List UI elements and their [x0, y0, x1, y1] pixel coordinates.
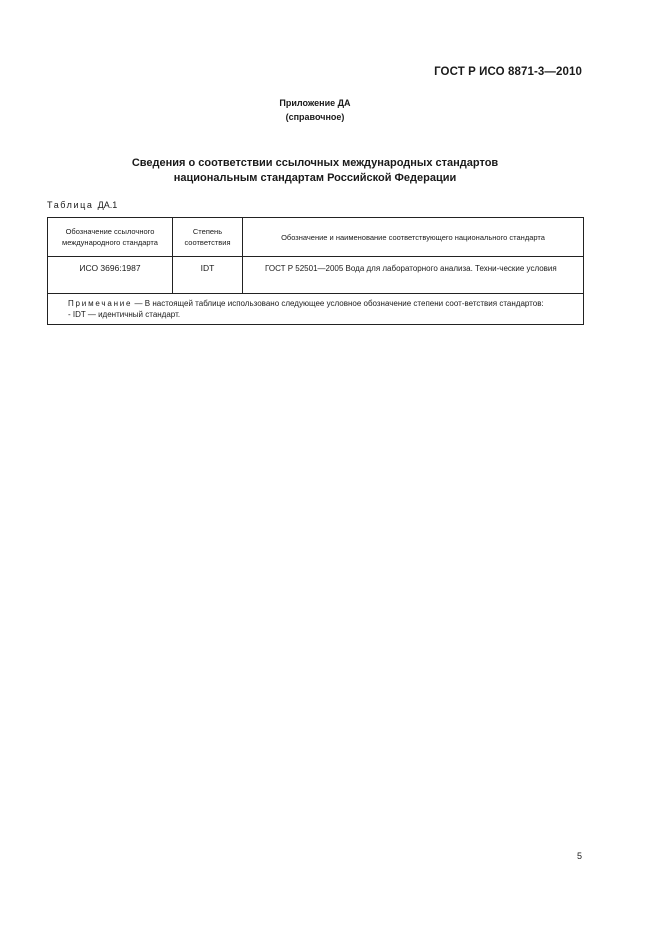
cell-degree: IDT — [173, 257, 243, 294]
note-text-block — [54, 298, 577, 309]
header-intl-standard: Обозначение ссылочного международного стандарта — [48, 218, 173, 257]
cell-national-standard — [243, 257, 584, 294]
appendix-title: Приложение ДА — [279, 98, 351, 108]
table-header-row — [48, 218, 584, 257]
cell-intl-standard: ИСО 3696:1987 — [48, 257, 173, 294]
table-caption — [47, 200, 117, 210]
table-note — [48, 294, 584, 325]
section-heading-line1: Сведения о соответствии ссылочных международных стандартов — [131, 157, 499, 169]
appendix-type: (справочное) — [285, 112, 345, 122]
section-heading-line2: национальным стандартам Российской Федерации — [173, 172, 457, 184]
table-note-row — [48, 294, 584, 325]
note-prefix: Примечание — [68, 299, 133, 308]
header-national-standard: Обозначение и наименование соответствующего национального стандарта — [243, 218, 584, 257]
table-row — [48, 257, 584, 294]
document-code: ГОСТ Р ИСО 8871-3—2010 — [434, 66, 582, 78]
table-caption-prefix: Таблица — [47, 200, 94, 210]
correspondence-table — [47, 217, 584, 325]
page-number: 5 — [576, 851, 582, 861]
header-degree: Степень соответствия — [173, 218, 243, 257]
table-caption-number: ДА.1 — [97, 200, 118, 210]
note-text: — В настоящей таблице использовано следующее условное обозначение степени соот-ветствия стандартов: — [134, 299, 544, 308]
cell-national-standard-text: ГОСТ Р 52501—2005 Вода для лабораторного анализа. Техни-ческие условия — [265, 264, 557, 273]
section-heading — [0, 156, 630, 186]
note-item-block — [54, 309, 577, 320]
appendix-heading — [0, 96, 630, 124]
note-item: - IDT — идентичный стандарт. — [68, 310, 181, 319]
